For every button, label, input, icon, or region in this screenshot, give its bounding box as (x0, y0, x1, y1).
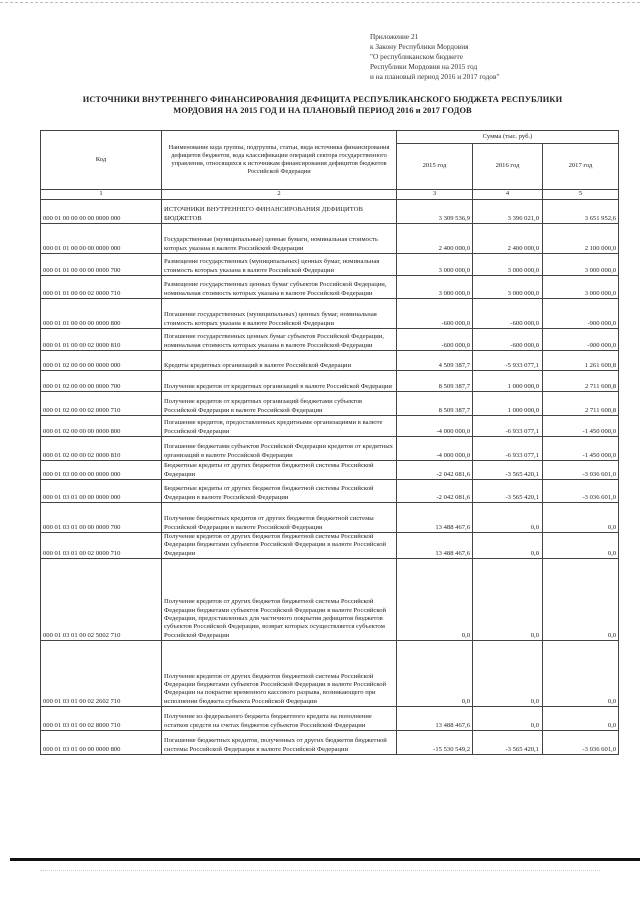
appendix-line: Приложение 21 (370, 32, 419, 41)
row-value-2015: 3 000 000,0 (397, 254, 473, 276)
row-value-2015: -4 000 000,0 (397, 416, 473, 437)
footer-dotted-line (40, 870, 600, 871)
row-value-2017: -1 450 000,0 (543, 437, 619, 461)
row-value-2016: 0,0 (473, 641, 543, 707)
row-value-2015: -2 042 081,6 (397, 480, 473, 503)
row-name: Бюджетные кредиты от других бюджетов бюджетной системы Российской Федерации (162, 461, 397, 480)
table-row (41, 329, 619, 351)
table-row (41, 416, 619, 437)
row-name: Погашение бюджетами субъектов Российской Федерации кредитов от кредитных организаций в валюте Российской Федерации (162, 437, 397, 461)
row-name: Погашение государственных ценных бумаг субъектов Российской Федерации, номинальная стоимость которых указана в валюте Российской Федерации (162, 329, 397, 351)
row-value-2015: 13 488 467,6 (397, 533, 473, 559)
row-name: Получение кредитов от других бюджетов бюджетной системы Российской Федерации бюджетами субъектов Российской Федерации в валюте Российской Федерации (162, 533, 397, 559)
row-value-2017: 3 651 952,6 (543, 200, 619, 224)
table-row (41, 371, 619, 392)
row-code: 000 01 01 00 00 00 0000 700 (41, 254, 162, 276)
row-value-2016: 2 400 000,0 (473, 224, 543, 254)
row-name: Бюджетные кредиты от других бюджетов бюджетной системы Российской Федерации в валюте Российской Федерации (162, 480, 397, 503)
row-value-2015: -4 000 000,0 (397, 437, 473, 461)
row-value-2016: -6 933 077,1 (473, 416, 543, 437)
row-value-2017: 2 711 600,8 (543, 392, 619, 416)
appendix-note (370, 32, 630, 82)
row-name: Погашение бюджетных кредитов, полученных от других бюджетов бюджетной системы Российской Федерации в валюте Российской Федерации (162, 731, 397, 755)
appendix-line: "О республиканском бюджете (370, 52, 463, 61)
column-number: 5 (543, 190, 619, 200)
row-name: Получение кредитов от других бюджетов бюджетной системы Российской Федерации бюджетами субъектов Российской Федерации в валюте Российской Федерации, предоставленных для частичного покрытия дефицитов бюджетов субъектов Российской Федерации, возврат которых осуществляется субъектом Российской Федерации (162, 559, 397, 641)
row-value-2015: -15 530 549,2 (397, 731, 473, 755)
row-name: Кредиты кредитных организаций в валюте Российской Федерации (162, 351, 397, 371)
row-code: 000 01 03 01 00 02 5002 710 (41, 559, 162, 641)
table-row (41, 392, 619, 416)
row-name: Размещение государственных (муниципальных) ценных бумаг, номинальная стоимость которых указана в валюте Российской Федерации (162, 254, 397, 276)
row-name: Государственные (муниципальные) ценные бумаги, номинальная стоимость которых указана в валюте Российской Федерации (162, 224, 397, 254)
row-code: 000 01 02 00 00 02 0000 710 (41, 392, 162, 416)
row-value-2015: -600 000,0 (397, 329, 473, 351)
table-row (41, 299, 619, 329)
row-value-2016: 0,0 (473, 533, 543, 559)
row-value-2016: 0,0 (473, 559, 543, 641)
row-value-2016: 3 396 021,0 (473, 200, 543, 224)
row-value-2017: -3 036 601,0 (543, 731, 619, 755)
row-value-2015: 0,0 (397, 559, 473, 641)
row-value-2017: -3 036 601,0 (543, 480, 619, 503)
row-value-2017: 0,0 (543, 503, 619, 533)
row-code: 000 01 03 01 00 00 0000 700 (41, 503, 162, 533)
row-value-2016: -3 565 420,1 (473, 461, 543, 480)
top-dashed-line (0, 2, 640, 4)
row-code: 000 01 02 00 00 00 0000 800 (41, 416, 162, 437)
row-value-2015: 2 400 000,0 (397, 224, 473, 254)
row-value-2017: -1 450 000,0 (543, 416, 619, 437)
row-value-2017: 2 100 000,0 (543, 224, 619, 254)
document-title-line: МОРДОВИЯ НА 2015 ГОД И НА ПЛАНОВЫЙ ПЕРИОД 2016 и 2017 ГОДОВ (173, 106, 472, 115)
row-name: Получение кредитов от других бюджетов бюджетной системы Российской Федерации бюджетами субъектов Российской Федерации в валюте Российской Федерации на покрытие временного кассового разрыва, возникающего при исполнении бюджета субъекта Российской Федерации (162, 641, 397, 707)
table-row (41, 276, 619, 299)
row-name: Размещение государственных ценных бумаг субъектов Российской Федерации, номинальная стоимость которых указана в валюте Российской Федерации (162, 276, 397, 299)
row-value-2015: 13 488 467,6 (397, 503, 473, 533)
row-code: 000 01 02 00 00 02 0000 810 (41, 437, 162, 461)
appendix-line: Республики Мордовия на 2015 год (370, 62, 478, 71)
column-number: 4 (473, 190, 543, 200)
row-code: 000 01 01 00 00 02 0000 710 (41, 276, 162, 299)
row-name: Погашение кредитов, предоставленных кредитными организациями в валюте Российской Федерации (162, 416, 397, 437)
row-value-2015: 3 000 000,0 (397, 276, 473, 299)
row-value-2016: 0,0 (473, 707, 543, 731)
header-year-2017: 2017 год (543, 144, 619, 190)
row-value-2015: -600 000,0 (397, 299, 473, 329)
table-row (41, 200, 619, 224)
row-value-2015: 13 488 467,6 (397, 707, 473, 731)
row-code: 000 01 01 00 00 02 0000 810 (41, 329, 162, 351)
row-value-2016: -3 565 420,1 (473, 731, 543, 755)
column-number: 1 (41, 190, 162, 200)
row-name: Получение кредитов от кредитных организаций бюджетами субъектов Российской Федерации в валюте Российской Федерации (162, 392, 397, 416)
row-value-2016: 1 000 000,0 (473, 371, 543, 392)
row-value-2016: 0,0 (473, 503, 543, 533)
appendix-line: к Закону Республики Мордовия (370, 42, 469, 51)
row-value-2016: 3 000 000,0 (473, 276, 543, 299)
row-value-2017: -900 000,0 (543, 299, 619, 329)
appendix-line: и на плановый период 2016 и 2017 годов" (370, 72, 500, 81)
row-code: 000 01 01 00 00 00 0000 000 (41, 224, 162, 254)
document-title (40, 94, 605, 116)
row-code: 000 01 03 01 00 00 0000 000 (41, 480, 162, 503)
row-value-2015: 4 509 387,7 (397, 351, 473, 371)
row-name: ИСТОЧНИКИ ВНУТРЕННЕГО ФИНАНСИРОВАНИЯ ДЕФИЦИТОВ БЮДЖЕТОВ (162, 200, 397, 224)
table-row (41, 224, 619, 254)
row-code: 000 01 03 00 00 00 0000 000 (41, 461, 162, 480)
table-row (41, 480, 619, 503)
table-row (41, 254, 619, 276)
table-row (41, 437, 619, 461)
row-value-2017: -3 036 601,0 (543, 461, 619, 480)
row-code: 000 01 01 00 00 00 0000 800 (41, 299, 162, 329)
table-row (41, 461, 619, 480)
table-row (41, 559, 619, 641)
row-value-2017: 3 000 000,0 (543, 254, 619, 276)
header-sum: Сумма (тыс. руб.) (397, 131, 619, 144)
row-value-2016: -3 565 420,1 (473, 480, 543, 503)
column-numbers-row (41, 190, 619, 200)
row-value-2015: 3 309 536,9 (397, 200, 473, 224)
row-value-2017: 2 711 600,8 (543, 371, 619, 392)
header-code: Код (41, 131, 162, 190)
table-row (41, 641, 619, 707)
row-value-2016: -600 000,0 (473, 299, 543, 329)
column-number: 2 (162, 190, 397, 200)
row-name: Погашение государственных (муниципальных) ценных бумаг, номинальная стоимость которых указана в валюте Российской Федерации (162, 299, 397, 329)
row-value-2017: 0,0 (543, 559, 619, 641)
row-value-2015: 8 509 387,7 (397, 371, 473, 392)
row-value-2016: -6 933 077,1 (473, 437, 543, 461)
row-value-2017: -900 000,0 (543, 329, 619, 351)
header-name: Наименование кода группы, подгруппы, статьи, вида источника финансирования дефицитов бюджетов, кода классификации операций сектора государственного управления, относящихся к источникам финансирования дефицитов бюджетов Российской Федерации (162, 131, 397, 190)
table-row (41, 707, 619, 731)
row-value-2016: -600 000,0 (473, 329, 543, 351)
row-code: 000 01 02 00 00 00 0000 700 (41, 371, 162, 392)
row-value-2015: 8 509 387,7 (397, 392, 473, 416)
row-code: 000 01 03 01 00 02 2602 710 (41, 641, 162, 707)
document-title-line: ИСТОЧНИКИ ВНУТРЕННЕГО ФИНАНСИРОВАНИЯ ДЕФИЦИТА РЕСПУБЛИКАНСКОГО БЮДЖЕТА РЕСПУБЛИКИ (82, 95, 563, 104)
row-name: Получение бюджетных кредитов от других бюджетов бюджетной системы Российской Федерации в валюте Российской Федерации (162, 503, 397, 533)
header-year-2016: 2016 год (473, 144, 543, 190)
header-year-2015: 2015 год (397, 144, 473, 190)
table-row (41, 503, 619, 533)
bottom-rule (10, 858, 640, 861)
row-value-2015: 0,0 (397, 641, 473, 707)
row-value-2016: 3 000 000,0 (473, 254, 543, 276)
table-row (41, 351, 619, 371)
row-name: Получение из федерального бюджета бюджетного кредита на пополнение остатков средств на счетах бюджетов субъектов Российской Федерации (162, 707, 397, 731)
row-value-2017: 0,0 (543, 641, 619, 707)
financing-sources-table (40, 130, 619, 755)
row-value-2017: 3 000 000,0 (543, 276, 619, 299)
row-code: 000 01 00 00 00 00 0000 000 (41, 200, 162, 224)
table-row (41, 533, 619, 559)
row-value-2017: 0,0 (543, 533, 619, 559)
row-value-2016: -5 933 077,1 (473, 351, 543, 371)
row-code: 000 01 03 01 00 02 8000 710 (41, 707, 162, 731)
row-value-2016: 1 000 000,0 (473, 392, 543, 416)
table-row (41, 731, 619, 755)
row-code: 000 01 03 01 00 00 0000 800 (41, 731, 162, 755)
row-code: 000 01 02 00 00 00 0000 000 (41, 351, 162, 371)
row-code: 000 01 03 01 00 02 0000 710 (41, 533, 162, 559)
row-name: Получение кредитов от кредитных организаций в валюте Российской Федерации (162, 371, 397, 392)
row-value-2015: -2 042 081,6 (397, 461, 473, 480)
row-value-2017: 0,0 (543, 707, 619, 731)
column-number: 3 (397, 190, 473, 200)
row-value-2017: 1 261 600,8 (543, 351, 619, 371)
